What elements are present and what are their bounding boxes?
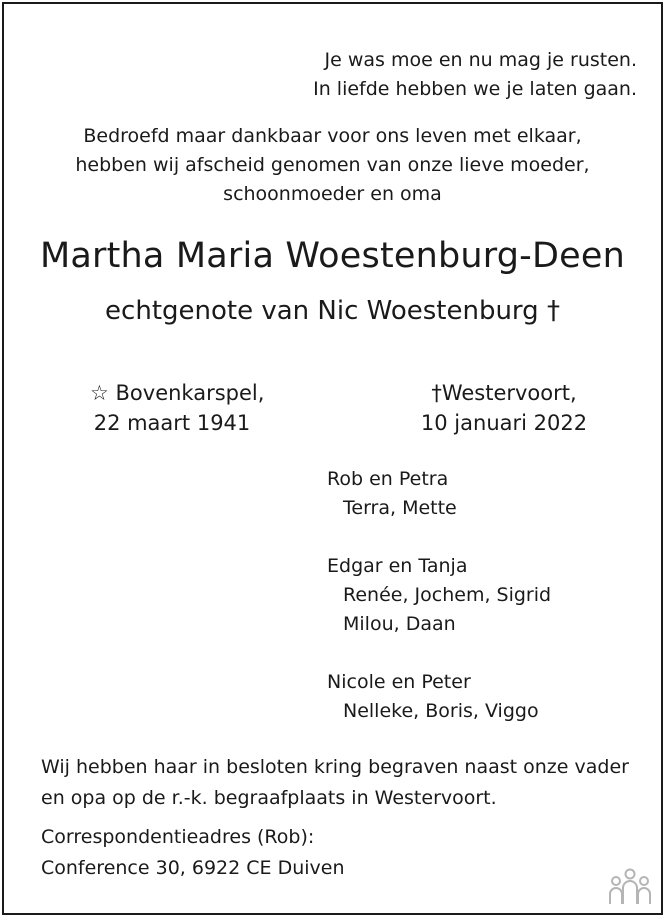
death-date: 10 januari 2022 <box>420 411 588 435</box>
deceased-name: Martha Maria Woestenburg-Deen <box>39 236 626 276</box>
family-group <box>327 465 551 523</box>
death-place: Westervoort, <box>441 381 577 405</box>
family-children: Terra, Mette <box>343 497 457 519</box>
intro-line-3: schoonmoeder en oma <box>223 183 442 205</box>
family-parents: Nicole en Peter <box>327 671 471 693</box>
spouse-line <box>4 296 661 326</box>
correspondence-address <box>41 822 345 884</box>
birth-date: 22 maart 1941 <box>93 411 251 435</box>
poem <box>313 46 637 104</box>
intro-line-2: hebben wij afscheid genomen van onze lieve moeder, <box>75 154 590 176</box>
birth-info <box>90 378 265 438</box>
family-parents: Edgar en Tanja <box>327 555 468 577</box>
star-icon: ☆ <box>90 381 109 405</box>
spouse-text: echtgenote van Nic Woestenburg <box>105 296 539 326</box>
intro-line-1: Bedroefd maar dankbaar voor ons leven met elkaar, <box>83 125 582 147</box>
poem-line-1: Je was moe en nu mag je rusten. <box>324 49 637 71</box>
family-people-icon <box>607 866 653 908</box>
birth-place: Bovenkarspel, <box>115 381 265 405</box>
family-children: Nelleke, Boris, Viggo <box>343 700 539 722</box>
intro-text <box>4 122 661 209</box>
family-group <box>327 668 551 726</box>
death-info <box>418 378 590 438</box>
poem-line-2: In liefde hebben we je laten gaan. <box>313 78 637 100</box>
family-parents: Rob en Petra <box>327 468 449 490</box>
address-label: Correspondentieadres (Rob): <box>41 826 315 848</box>
cross-icon: † <box>546 296 560 326</box>
cross-icon: † <box>431 381 442 405</box>
burial-text <box>41 752 629 814</box>
burial-line-2: en opa op de r.-k. begraafplaats in Westervoort. <box>41 787 497 809</box>
death-notice-card <box>2 2 663 915</box>
family-group <box>327 552 551 639</box>
family-children: Milou, Daan <box>343 613 456 635</box>
family-list <box>327 465 551 755</box>
burial-line-1: Wij hebben haar in besloten kring begraven naast onze vader <box>41 756 629 778</box>
family-children: Renée, Jochem, Sigrid <box>343 584 552 606</box>
address-value: Conference 30, 6922 CE Duiven <box>41 857 345 879</box>
